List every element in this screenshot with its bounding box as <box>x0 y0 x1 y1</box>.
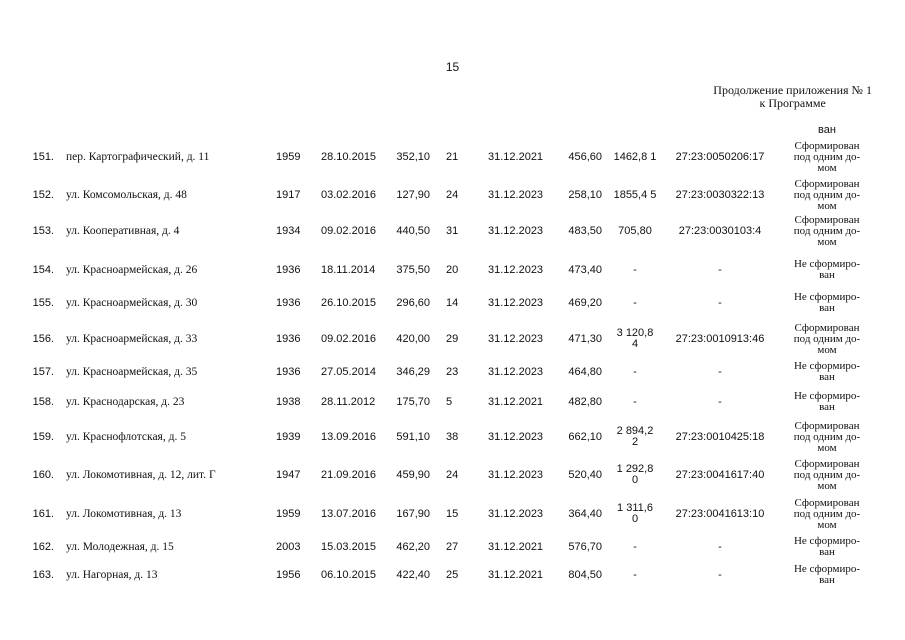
total-area-cell: 662,10 <box>568 430 602 443</box>
land-area-cell: 1 292,8 0 <box>616 463 654 486</box>
recognition-date-cell: 06.10.2015 <box>321 568 377 581</box>
cadastral-number-cell: 27:23:0041613:10 <box>675 507 765 520</box>
total-area-cell: 471,30 <box>568 332 602 345</box>
cadastral-number-cell: 27:23:0050206:17 <box>675 150 765 163</box>
area-cell: 591,10 <box>396 430 430 443</box>
deadline-cell: 31.12.2023 <box>488 332 544 345</box>
area-cell: 420,00 <box>396 332 430 345</box>
area-cell: 352,10 <box>396 150 430 163</box>
residents-count-cell: 24 <box>446 468 459 481</box>
address-cell: ул. Кооперативная, д. 4 <box>66 224 180 237</box>
address-cell: ул. Краснофлотская, д. 5 <box>66 430 186 443</box>
year-built-cell: 1917 <box>276 188 301 201</box>
row-number: 151. <box>32 150 54 163</box>
cadastral-number-cell: 27:23:0010913:46 <box>675 332 765 345</box>
land-status-cell: Сформирован под одним до- мом <box>793 419 861 454</box>
year-built-cell: 1959 <box>276 507 301 520</box>
deadline-cell: 31.12.2023 <box>488 263 544 276</box>
residents-count-cell: 27 <box>446 540 459 553</box>
address-cell: ул. Локомотивная, д. 12, лит. Г <box>66 468 216 481</box>
cadastral-number-cell: 27:23:0030322:13 <box>675 188 765 201</box>
deadline-cell: 31.12.2023 <box>488 365 544 378</box>
row-number: 154. <box>32 263 54 276</box>
area-cell: 167,90 <box>396 507 430 520</box>
deadline-cell: 31.12.2023 <box>488 188 544 201</box>
year-built-cell: 1936 <box>276 296 301 309</box>
table-row <box>0 536 905 558</box>
year-built-cell: 2003 <box>276 540 301 553</box>
table-row <box>0 496 905 532</box>
land-area-cell: - <box>633 365 637 378</box>
deadline-cell: 31.12.2021 <box>488 395 544 408</box>
land-area-cell: 705,80 <box>618 224 652 237</box>
deadline-cell: 31.12.2023 <box>488 224 544 237</box>
cadastral-number-cell: - <box>718 263 722 276</box>
deadline-cell: 31.12.2021 <box>488 568 544 581</box>
deadline-cell: 31.12.2023 <box>488 468 544 481</box>
address-cell: ул. Локомотивная, д. 13 <box>66 507 182 520</box>
address-cell: ул. Красноармейская, д. 30 <box>66 296 198 309</box>
row-number: 153. <box>32 224 54 237</box>
land-status-cell: Сформирован под одним до- мом <box>793 177 861 212</box>
table-row <box>0 388 905 416</box>
land-area-cell: 1 311,6 0 <box>617 502 653 525</box>
land-status-cell: Не сформиро- ван <box>793 360 861 383</box>
table-row <box>0 256 905 284</box>
table-row <box>0 320 905 358</box>
recognition-date-cell: 15.03.2015 <box>321 540 377 553</box>
residents-count-cell: 20 <box>446 263 459 276</box>
land-area-cell: 3 120,8 4 <box>616 327 654 350</box>
residents-count-cell: 25 <box>446 568 459 581</box>
table-row <box>0 458 905 492</box>
area-cell: 459,90 <box>396 468 430 481</box>
deadline-cell: 31.12.2021 <box>488 150 544 163</box>
land-status-cell: Не сформиро- ван <box>793 291 861 314</box>
land-status-cell: Не сформиро- ван <box>793 535 861 558</box>
recognition-date-cell: 21.09.2016 <box>321 468 377 481</box>
appendix-note <box>713 84 872 110</box>
recognition-date-cell: 26.10.2015 <box>321 296 377 309</box>
year-built-cell: 1939 <box>276 430 301 443</box>
table-row <box>0 178 905 212</box>
recognition-date-cell: 28.11.2012 <box>321 395 376 408</box>
cadastral-number-cell: 27:23:0041617:40 <box>675 468 765 481</box>
recognition-date-cell: 18.11.2014 <box>321 263 376 276</box>
year-built-cell: 1959 <box>276 150 301 163</box>
row-number: 159. <box>32 430 54 443</box>
year-built-cell: 1936 <box>276 365 301 378</box>
land-status-cell: Не сформиро- ван <box>793 258 861 281</box>
total-area-cell: 520,40 <box>568 468 602 481</box>
residents-count-cell: 14 <box>446 296 459 309</box>
land-area-cell: - <box>633 540 637 553</box>
recognition-date-cell: 09.02.2016 <box>321 224 377 237</box>
residents-count-cell: 38 <box>446 430 459 443</box>
deadline-cell: 31.12.2023 <box>488 430 544 443</box>
address-cell: ул. Краснодарская, д. 23 <box>66 395 185 408</box>
area-cell: 127,90 <box>396 188 430 201</box>
year-built-cell: 1936 <box>276 332 301 345</box>
total-area-cell: 469,20 <box>568 296 602 309</box>
total-area-cell: 456,60 <box>568 150 602 163</box>
row-number: 156. <box>32 332 54 345</box>
address-cell: пер. Картографический, д. 11 <box>66 150 210 163</box>
address-cell: ул. Молодежная, д. 15 <box>66 540 174 553</box>
year-built-cell: 1936 <box>276 263 301 276</box>
land-area-cell: 2 894,2 2 <box>616 425 654 448</box>
land-area-cell: - <box>633 395 637 408</box>
row-number: 163. <box>32 568 54 581</box>
row-number: 162. <box>32 540 54 553</box>
table-row <box>0 360 905 384</box>
land-area-cell: 1855,4 5 <box>613 188 657 201</box>
table-row <box>0 214 905 248</box>
area-cell: 440,50 <box>396 224 430 237</box>
land-status-cell: Не сформиро- ван <box>793 563 861 586</box>
row-number: 152. <box>32 188 54 201</box>
deadline-cell: 31.12.2021 <box>488 540 544 553</box>
row-number: 157. <box>32 365 54 378</box>
cadastral-number-cell: - <box>718 395 722 408</box>
table-row <box>0 140 905 174</box>
year-built-cell: 1934 <box>276 224 301 237</box>
deadline-cell: 31.12.2023 <box>488 296 544 309</box>
row-number: 160. <box>32 468 54 481</box>
land-status-cell: Сформирован под одним до- мом <box>793 139 861 174</box>
table-row <box>0 560 905 590</box>
address-cell: ул. Красноармейская, д. 26 <box>66 263 198 276</box>
land-status-cell: Сформирован под одним до- мом <box>793 213 861 248</box>
area-cell: 175,70 <box>396 395 430 408</box>
row-number: 161. <box>32 507 54 520</box>
land-status-cell: Сформирован под одним до- мом <box>793 457 861 492</box>
recognition-date-cell: 28.10.2015 <box>321 150 377 163</box>
residents-count-cell: 15 <box>446 507 459 520</box>
residents-count-cell: 23 <box>446 365 459 378</box>
recognition-date-cell: 27.05.2014 <box>321 365 377 378</box>
total-area-cell: 364,40 <box>568 507 602 520</box>
residents-count-cell: 24 <box>446 188 459 201</box>
address-cell: ул. Красноармейская, д. 33 <box>66 332 198 345</box>
land-status-cell: Не сформиро- ван <box>793 390 861 413</box>
total-area-cell: 464,80 <box>568 365 602 378</box>
year-built-cell: 1956 <box>276 568 301 581</box>
land-area-cell: - <box>633 568 637 581</box>
total-area-cell: 576,70 <box>568 540 602 553</box>
land-status-cell: Сформирован под одним до- мом <box>793 321 861 356</box>
address-cell: ул. Нагорная, д. 13 <box>66 568 158 581</box>
table-row <box>0 288 905 318</box>
total-area-cell: 483,50 <box>568 224 602 237</box>
appendix-line-1: Продолжение приложения № 1 <box>713 83 872 97</box>
address-cell: ул. Красноармейская, д. 35 <box>66 365 198 378</box>
cadastral-number-cell: - <box>718 296 722 309</box>
residents-count-cell: 29 <box>446 332 459 345</box>
cadastral-number-cell: - <box>718 540 722 553</box>
land-area-cell: 1462,8 1 <box>613 150 657 163</box>
cadastral-number-cell: 27:23:0030103:4 <box>678 224 762 237</box>
row-number: 155. <box>32 296 54 309</box>
recognition-date-cell: 13.09.2016 <box>321 430 377 443</box>
row-number: 158. <box>32 395 54 408</box>
table-row <box>0 418 905 456</box>
recognition-date-cell: 03.02.2016 <box>321 188 377 201</box>
year-built-cell: 1938 <box>276 395 301 408</box>
area-cell: 462,20 <box>396 540 430 553</box>
area-cell: 375,50 <box>396 263 430 276</box>
address-cell: ул. Комсомольская, д. 48 <box>66 188 187 201</box>
residents-count-cell: 31 <box>446 224 459 237</box>
recognition-date-cell: 09.02.2016 <box>321 332 377 345</box>
area-cell: 422,40 <box>396 568 430 581</box>
deadline-cell: 31.12.2023 <box>488 507 544 520</box>
total-area-cell: 482,80 <box>568 395 602 408</box>
area-cell: 296,60 <box>396 296 430 309</box>
cadastral-number-cell: - <box>718 568 722 581</box>
land-status-cell: Сформирован под одним до- мом <box>793 496 861 531</box>
carryover-text: ван <box>818 124 836 136</box>
land-area-cell: - <box>633 296 637 309</box>
total-area-cell: 473,40 <box>568 263 602 276</box>
cadastral-number-cell: 27:23:0010425:18 <box>675 430 765 443</box>
appendix-line-2: к Программе <box>759 96 826 110</box>
land-area-cell: - <box>633 263 637 276</box>
residents-count-cell: 5 <box>446 395 453 408</box>
area-cell: 346,29 <box>396 365 430 378</box>
total-area-cell: 258,10 <box>568 188 602 201</box>
recognition-date-cell: 13.07.2016 <box>321 507 377 520</box>
cadastral-number-cell: - <box>718 365 722 378</box>
residents-count-cell: 21 <box>446 150 459 163</box>
year-built-cell: 1947 <box>276 468 301 481</box>
page-number: 15 <box>445 60 460 74</box>
total-area-cell: 804,50 <box>568 568 602 581</box>
